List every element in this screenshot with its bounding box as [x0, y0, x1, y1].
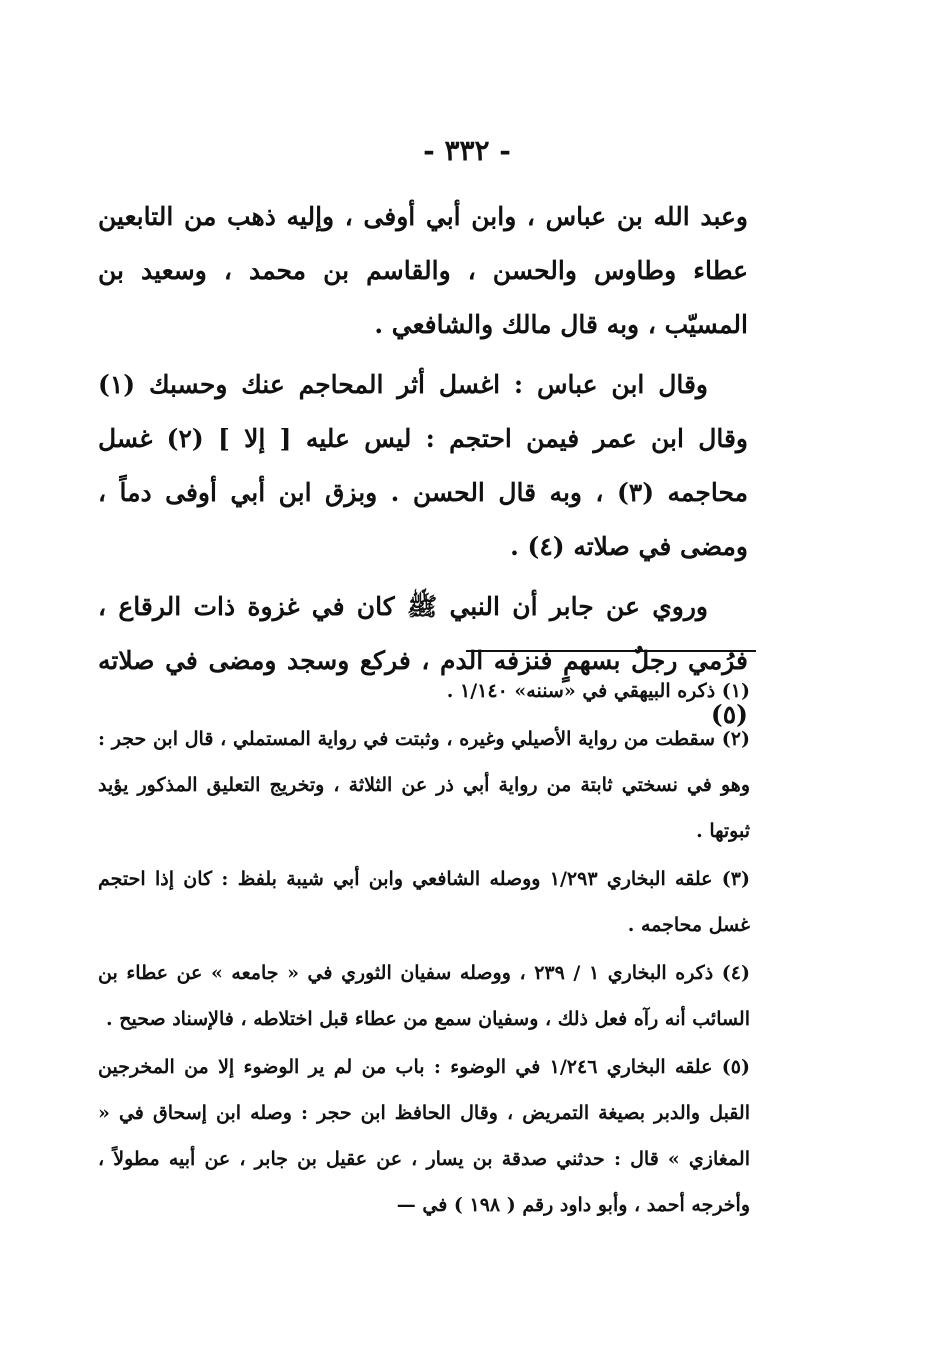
footnote-2: (٢) سقطت من رواية الأصيلي وغيره ، وثبتت في رواية المستملي ، قال ابن حجر : وهو في نسختي ثابتة من رواية أبي ذر عن الثلاثة ، وتخريج التعليق المذكور يؤيد ثبوتها .	[98, 728, 750, 842]
page-number: - ٣٣٢ -	[423, 134, 511, 167]
main-text	[98, 190, 748, 748]
paragraph-3: وروي عن جابر أن النبي ﷺ كان في غزوة ذات الرقاع ، فرُمي رجلٌ بسهمٍ فنزفه الدم ، فركع وسجد ومضى في صلاته (٥)	[98, 592, 748, 729]
footnote-1: (١) ذكره البيهقي في «سننه» ١/١٤٠ .	[446, 680, 750, 702]
footnote-5: (٥) علقه البخاري ١/٢٤٦ في الوضوء : باب من لم ير الوضوء إلا من المخرجين القبل والدبر بصيغة التمريض ، وقال الحافظ ابن حجر : وصله ابن إسحاق في « المغازي » قال : حدثني صدقة بن يسار ، عن عقيل بن جابر ، عن أبيه مطولاً ، وأخرجه أحمد ، وأبو داود رقم ( ١٩٨ ) في —	[98, 1056, 750, 1216]
footnote-3: (٣) علقه البخاري ١/٢٩٣ ووصله الشافعي وابن أبي شيبة بلفظ : كان إذا احتجم غسل محاجمه .	[98, 868, 750, 936]
paragraph-1: وعبد الله بن عباس ، وابن أبي أوفى ، وإليه ذهب من التابعين عطاء وطاوس والحسن ، والقاسم بن محمد ، وسعيد بن المسيّب ، وبه قال مالك والشافعي .	[98, 202, 748, 339]
footnote-separator	[466, 650, 756, 652]
paragraph-2: وقال ابن عباس : اغسل أثر المحاجم عنك وحسبك (١) وقال ابن عمر فيمن احتجم : ليس عليه [ إلا ] (٢) غسل محاجمه (٣) ، وبه قال الحسن . وبزق ابن أبي أوفى دماً ، ومضى في صلاته (٤) .	[98, 370, 748, 561]
footnotes	[98, 668, 750, 1230]
footnote-4: (٤) ذكره البخاري ١ / ٢٣٩ ، ووصله سفيان الثوري في « جامعه » عن عطاء بن السائب أنه رآه فعل ذلك ، وسفيان سمع من عطاء قبل اختلاطه ، فالإسناد صحيح .	[98, 962, 750, 1030]
